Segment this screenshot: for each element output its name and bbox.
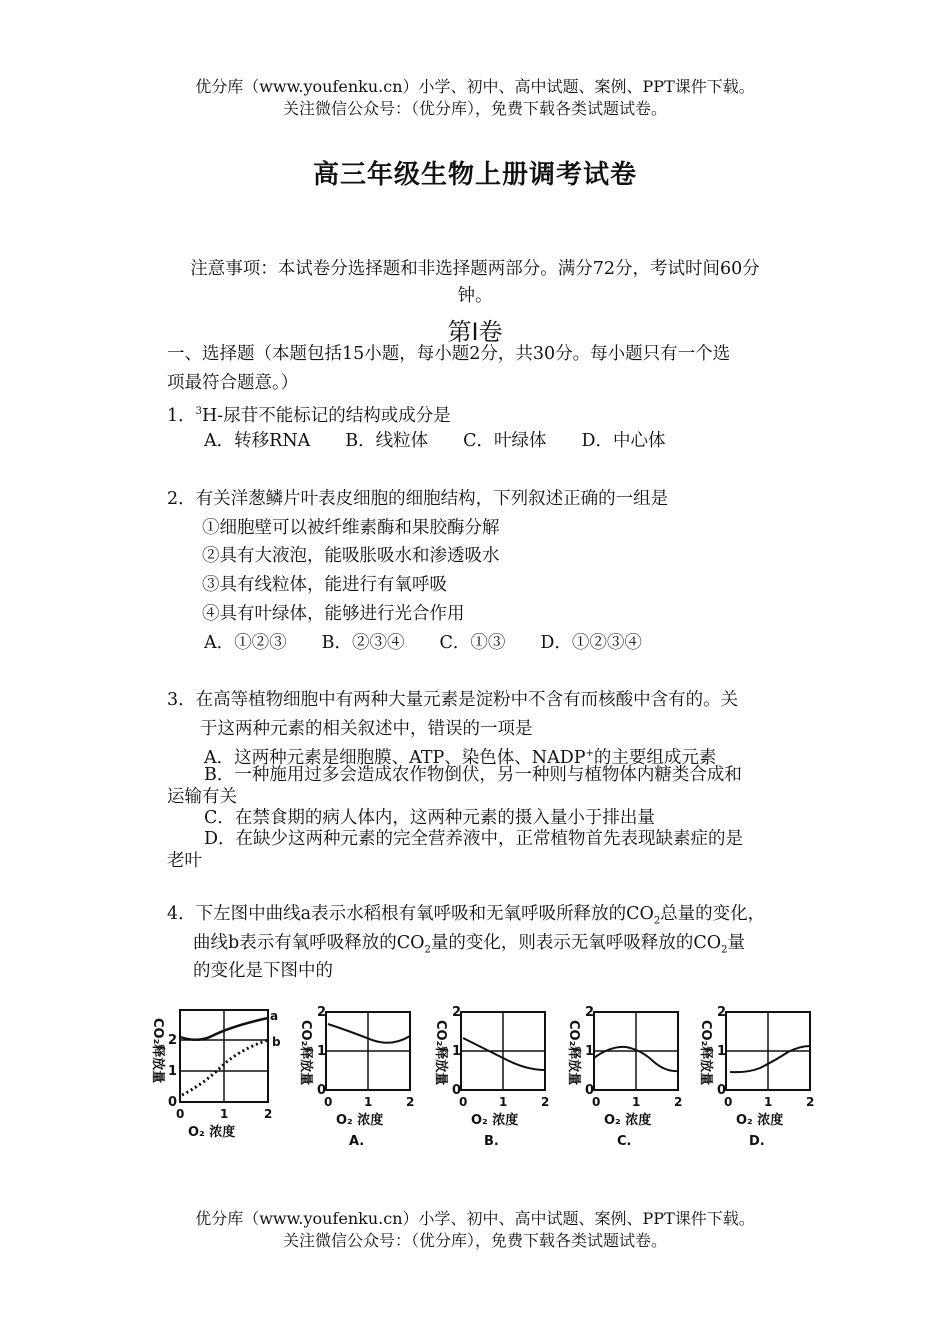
q2-options: A．①②③ B．②③④ C．①③ D．①②③④ [204, 633, 642, 653]
option-d-xlabel: O₂ 浓度 [736, 1113, 784, 1128]
q3-stem-line-1: 3．在高等植物细胞中有两种大量元素是淀粉中不含有而核酸中含有的。关 [167, 690, 739, 710]
q2-stem: 2．有关洋葱鳞片叶表皮细胞的细胞结构，下列叙述正确的一组是 [167, 489, 669, 509]
option-d-xtick-2: 2 [806, 1095, 815, 1109]
curve-b [182, 1040, 268, 1095]
q4-stem-line-3: 的变化是下图中的 [193, 961, 333, 981]
option-d-graph [698, 1005, 814, 1149]
q4-line1-text: 4．下左图中曲线a表示水稻根有氧呼吸和无氧呼吸所释放的CO [167, 904, 654, 924]
notice-line-2: 钟。 [457, 286, 493, 306]
option-a-xtick-2: 2 [406, 1095, 415, 1109]
q4-stem-line-1 [167, 903, 765, 933]
reference-xlabel: O₂ 浓度 [188, 1125, 236, 1140]
header-line-1: 优分库（www.youfenku.cn）小学、初中、高中试题、案例、PPT课件下载。 [195, 77, 755, 96]
option-d-ytick-0: 0 [717, 1083, 727, 1098]
option-b-ytick-2: 2 [452, 1005, 462, 1020]
q3-option-d-line-2: 老叶 [167, 851, 202, 871]
reference-ytick-0: 0 [168, 1095, 178, 1110]
option-c-ytick-0: 0 [585, 1083, 595, 1098]
reference-ytick-2: 2 [168, 1033, 178, 1048]
reference-xtick-0: 0 [176, 1107, 185, 1121]
q1-superscript: 3 [195, 406, 203, 417]
option-a-ytick-0: 0 [317, 1083, 327, 1098]
q3-option-d-line-1: D．在缺少这两种元素的完全营养液中，正常植物首先表现缺素症的是 [204, 829, 744, 849]
q4-stem-line-2 [193, 932, 745, 962]
q2-item-4: ④具有叶绿体，能够进行光合作用 [202, 604, 465, 624]
option-c-xtick-1: 1 [632, 1095, 641, 1109]
option-b-xlabel: O₂ 浓度 [471, 1113, 519, 1128]
curve-b-label: b [272, 1035, 281, 1049]
header-line-2: 关注微信公众号：（优分库），免费下载各类试题试卷。 [282, 99, 667, 118]
option-a-curve [328, 1024, 410, 1043]
q1-stem-text: H-尿苷不能标记的结构或成分是 [202, 405, 451, 426]
option-a-xlabel: O₂ 浓度 [336, 1113, 384, 1128]
q4-line2-sub: 2 [424, 944, 431, 956]
notice-line-1: 注意事项：本试卷分选择题和非选择题两部分。满分72分，考试时间60分 [190, 259, 760, 279]
option-b-graph [433, 1005, 549, 1149]
option-a-graph [298, 1005, 414, 1149]
q4-line1-tail: 总量的变化， [660, 904, 766, 924]
part1-line-2: 项最符合题意。） [167, 373, 299, 393]
reference-ylabel: CO₂释放量 [150, 1018, 165, 1084]
option-c-label: C. [617, 1134, 632, 1149]
q3-option-a-sup: + [585, 748, 594, 759]
q2-item-3: ③具有线粒体，能进行有氧呼吸 [202, 575, 447, 595]
q1-options: A．转移RNA B．线粒体 C．叶绿体 D．中心体 [204, 431, 666, 451]
q3-option-a-text: A．这两种元素是细胞膜、ATP、染色体、NADP [204, 747, 586, 768]
option-c-ytick-1: 1 [585, 1044, 595, 1059]
q4-line2-sub-2: 2 [721, 944, 728, 956]
section-title: 第Ⅰ卷 [447, 318, 503, 346]
option-b-ylabel: CO₂释放量 [433, 1020, 448, 1086]
reference-graph [150, 1009, 281, 1140]
reference-ytick-1: 1 [168, 1064, 178, 1079]
q3-option-b-line-2: 运输有关 [167, 787, 237, 807]
option-d-ytick-1: 1 [717, 1044, 727, 1059]
q2-item-2: ②具有大液泡，能吸胀吸水和渗透吸水 [202, 546, 500, 566]
curve-a-label: a [270, 1009, 279, 1023]
option-b-xtick-2: 2 [541, 1095, 550, 1109]
option-d-label: D. [749, 1134, 765, 1149]
page-title: 高三年级生物上册调考试卷 [312, 160, 637, 190]
option-d-ytick-2: 2 [717, 1005, 727, 1020]
option-c-graph [566, 1005, 682, 1149]
option-b-label: B. [484, 1134, 499, 1149]
part1-line-1: 一、选择题（本题包括15小题，每小题2分，共30分。每小题只有一个选 [167, 344, 731, 364]
option-b-xtick-0: 0 [459, 1095, 468, 1109]
q4-line1-sub: 2 [653, 915, 661, 927]
option-b-curve [463, 1038, 545, 1070]
q2-item-1: ①细胞壁可以被纤维素酶和果胶酶分解 [202, 518, 500, 538]
q3-option-b-line-1: B．一种施用过多会造成农作物倒伏，另一种则与植物体内糖类合成和 [204, 765, 742, 785]
option-a-ylabel: CO₂释放量 [298, 1020, 313, 1086]
reference-xtick-2: 2 [264, 1107, 273, 1121]
option-c-ytick-2: 2 [585, 1005, 595, 1020]
option-b-xtick-1: 1 [499, 1095, 508, 1109]
reference-xtick-1: 1 [220, 1107, 229, 1121]
q3-stem-line-2: 于这两种元素的相关叙述中，错误的一项是 [200, 719, 533, 739]
option-a-xtick-0: 0 [324, 1095, 333, 1109]
footer-line-1: 优分库（www.youfenku.cn）小学、初中、高中试题、案例、PPT课件下载。 [195, 1209, 755, 1228]
q1-stem [167, 401, 451, 427]
q3-option-a-tail: 的主要组成元素 [593, 747, 717, 768]
option-d-curve [730, 1046, 810, 1072]
option-a-xtick-1: 1 [364, 1095, 373, 1109]
option-d-xtick-1: 1 [764, 1095, 773, 1109]
option-c-xlabel: O₂ 浓度 [604, 1113, 652, 1128]
option-d-xtick-0: 0 [724, 1095, 733, 1109]
option-b-ytick-1: 1 [452, 1044, 462, 1059]
q4-line2-tail: 量 [727, 933, 745, 953]
q3-option-c: C．在禁食期的病人体内，这两种元素的摄入量小于排出量 [204, 808, 655, 828]
option-c-ylabel: CO₂释放量 [566, 1020, 581, 1086]
option-c-xtick-0: 0 [592, 1095, 601, 1109]
option-b-ytick-0: 0 [452, 1083, 462, 1098]
footer-line-2: 关注微信公众号：（优分库），免费下载各类试题试卷。 [282, 1231, 667, 1250]
q4-line2-mid: 量的变化，则表示无氧呼吸释放的CO [430, 933, 722, 953]
option-a-ytick-1: 1 [317, 1044, 327, 1059]
option-d-ylabel: CO₂释放量 [698, 1020, 713, 1086]
q4-figure [140, 1000, 820, 1160]
option-a-ytick-2: 2 [317, 1005, 327, 1020]
option-a-label: A. [349, 1134, 365, 1149]
q4-line2-text: 曲线b表示有氧呼吸释放的CO [193, 933, 425, 953]
option-c-xtick-2: 2 [674, 1095, 683, 1109]
q1-number: 1． [167, 405, 196, 426]
